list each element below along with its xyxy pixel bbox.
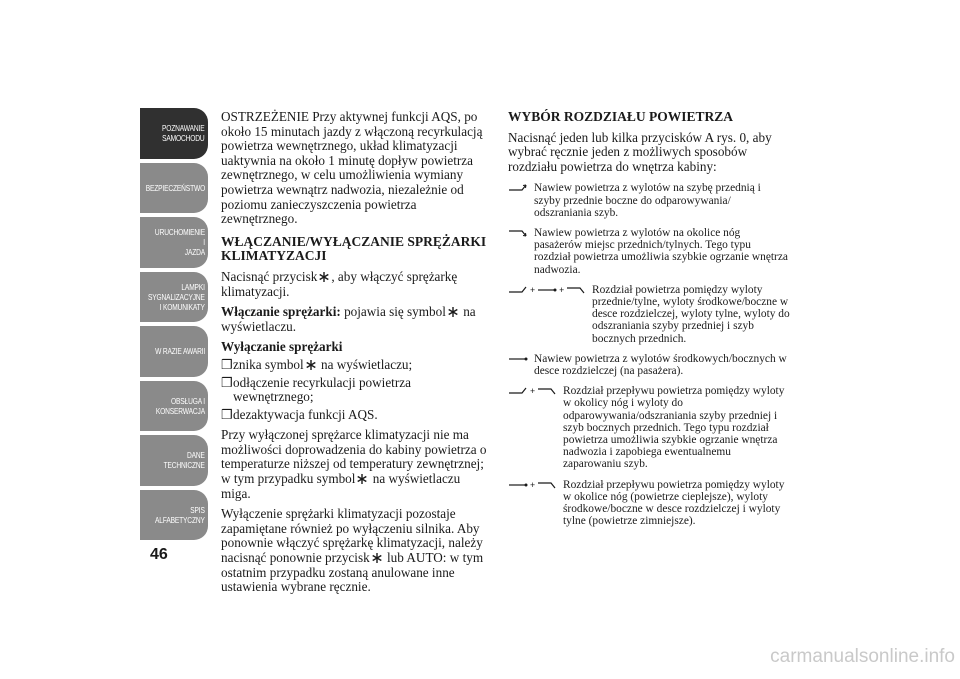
list-item: ❒ odłączenie recyrkulacji powietrza wewnętrznego; [221, 374, 411, 405]
checkbox-bullet-icon: ❒ [221, 356, 233, 372]
watermark: carmanualsonline.info [770, 646, 955, 667]
tab-poznawanie-samochodu[interactable]: POZNAWANIE SAMOCHODU [140, 108, 208, 159]
checkbox-bullet-icon: ❒ [221, 374, 233, 390]
list-item: + + Rozdział powietrza pomiędzy wyloty przednie/tylne, wyloty środkowe/boczne w desce rozdzielczej, wyloty tylne, wyloty do odszraniania szyby przedniej i szyb bocznych przednich. [508, 284, 790, 345]
list-item: + Rozdział przepływu powietrza pomiędzy wyloty w okolice nóg (powietrze cieplejsze), wyloty środkowe/boczne w desce rozdzielczej i wyloty tylne (powietrze zimniejsze). [508, 479, 790, 528]
face-airflow-icon [508, 479, 528, 491]
snowflake-icon [319, 272, 329, 282]
paragraph-compressor-off-note: Przy wyłączonej sprężarce klimatyzacji nie ma możliwości doprowadzenia do kabiny powietrza o temperaturze niższej od temperatury zewnętrznej; w tym przypadku symbol na wyświetlaczu miga. [221, 427, 487, 501]
intro-paragraph: Nacisnąć jeden lub kilka przycisków A rys. 0, aby wybrać ręcznie jeden z możliwych sposobów rozdziału powietrza do wnętrza kabiny: [508, 129, 772, 174]
paragraph-memory-note: Wyłączenie sprężarki klimatyzacji pozostaje zapamiętane również po wyłączeniu silnika. Aby ponownie włączyć sprężarkę klimatyzacji, należy nacisnąć ponownie przycisk lub AUTO: w tym ostatnim przypadku zostaną anulowane inne ustawienia wybrane ręcznie. [221, 506, 484, 595]
windshield-airflow-icon [508, 284, 528, 296]
face-airflow-icon [537, 284, 557, 296]
tab-lampki-sygnalizacyjne[interactable]: LAMPKI SYGNALIZACYJNE I KOMUNIKATY [140, 272, 208, 323]
feet-airflow-icon [508, 227, 528, 239]
list-item: ❒ znika symbol na wyświetlaczu; [221, 356, 413, 372]
tab-dane-techniczne[interactable]: DANE TECHNICZNE [140, 435, 208, 486]
right-column [508, 110, 790, 535]
feet-airflow-icon [566, 284, 586, 296]
subheading-compressor-off: Wyłączanie sprężarki [221, 339, 343, 355]
left-column [221, 110, 489, 601]
snowflake-icon [372, 553, 382, 563]
list-item: Nawiew powietrza z wylotów na okolice nóg pasażerów miejsc przednich/tylnych. Tego typu rozdział powietrza umożliwia szybkie ogrzanie wnętrza nadwozia. [508, 227, 790, 276]
feet-airflow-icon [537, 385, 557, 397]
section-heading-air-distribution: WYBÓR ROZDZIAŁU POWIETRZA [508, 109, 734, 124]
feet-airflow-icon [537, 479, 557, 491]
page-number: 46 [150, 546, 168, 563]
snowflake-icon [448, 307, 458, 317]
tab-uruchomienie-i-jazda[interactable]: URUCHOMIENIE I JAZDA [140, 217, 208, 268]
windshield-airflow-icon [508, 182, 528, 194]
section-heading-compressor: WŁĄCZANIE/WYŁĄCZANIE SPRĘŻARKI KLIMATYZACJI [221, 233, 487, 264]
list-item: Nawiew powietrza z wylotów na szybę przednią i szyby przednie boczne do odparowywania/ odszraniania szyb. [508, 182, 790, 219]
face-airflow-icon [508, 353, 528, 365]
windshield-airflow-icon [508, 385, 528, 397]
tab-w-razie-awarii[interactable]: W RAZIE AWARII [140, 326, 208, 377]
list-item: + Rozdział przepływu powietrza pomiędzy wyloty w okolicy nóg i wyloty do odparowywania/odszraniania szyby przedniej i szyb bocznych przednich. Tego typu rozdział powietrza umożliwia szybkie ogrzanie wnętrza nadwozia i zapobiega ewentualnemu zaparowaniu szyb. [508, 385, 790, 470]
list-item: Nawiew powietrza z wylotów środkowych/bocznych w desce rozdzielczej (na pasażera). [508, 353, 790, 377]
paragraph-compressor-on: Włączanie sprężarki: pojawia się symbol na wyświetlaczu. [221, 304, 476, 334]
checkbox-bullet-icon: ❒ [221, 406, 233, 422]
list-item: ❒ dezaktywacja funkcji AQS. [221, 406, 378, 422]
snowflake-icon [306, 360, 316, 370]
tab-obsluga-i-konserwacja[interactable]: OBSŁUGA I KONSERWACJA [140, 381, 208, 432]
snowflake-icon [357, 474, 367, 484]
tab-bezpieczenstwo[interactable]: BEZPIECZEŃSTWO [140, 163, 208, 214]
tab-spis-alfabetyczny[interactable]: SPIS ALFABETYCZNY [140, 490, 208, 541]
paragraph-press-button: Nacisnąć przycisk , aby włączyć sprężarkę klimatyzacji. [221, 268, 458, 299]
warning-paragraph: OSTRZEŻENIE Przy aktywnej funkcji AQS, po około 15 minutach jazdy z włączoną recyrkulacją powietrza wewnętrznego, układ klimatyzacji uaktywnia na około 1 minutę dopływ powietrza zewnętrznego, w celu umożliwienia wymiany powietrza wewnątrz nadwozia, niezależnie od poziomu zanieczyszczenia powietrza zewnętrznego. [221, 109, 483, 227]
chapter-sidebar [140, 108, 208, 540]
